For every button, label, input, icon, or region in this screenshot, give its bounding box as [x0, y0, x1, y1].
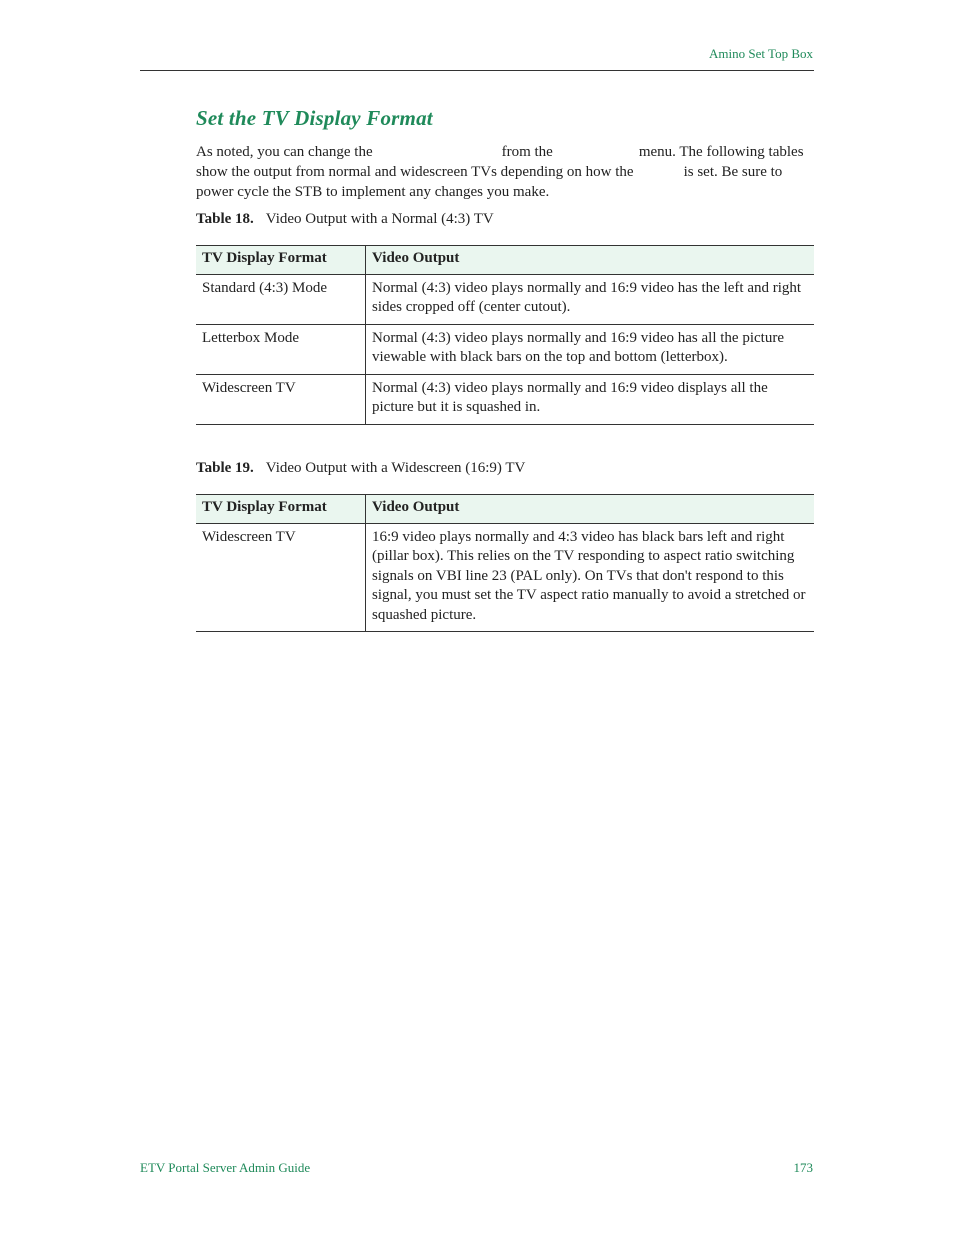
table-header-row	[196, 246, 814, 275]
table-cell: Normal (4:3) video plays normally and 16:9 video has the left and right sides cropped off (center cutout).	[366, 274, 815, 324]
table18-number: Table 18.	[196, 211, 254, 227]
table19-caption	[196, 460, 525, 477]
column-header: TV Display Format	[196, 495, 366, 524]
table-row	[196, 374, 814, 424]
table19-caption-text: Video Output with a Widescreen (16:9) TV	[265, 460, 526, 476]
intro-text-2: from the	[501, 144, 553, 160]
table-row	[196, 523, 814, 632]
table-cell: Normal (4:3) video plays normally and 16:9 video displays all the picture but it is squashed in.	[366, 374, 815, 424]
table-row	[196, 324, 814, 374]
footer-guide-title: ETV Portal Server Admin Guide	[140, 1160, 311, 1175]
intro-text-3: menu. The following tables show the output from normal and widescreen TVs depending on how the	[196, 144, 804, 180]
intro-text-4: is set. Be sure to power cycle the STB to implement any changes you make.	[196, 164, 783, 200]
column-header: TV Display Format	[196, 246, 366, 275]
table-cell: Letterbox Mode	[196, 324, 366, 374]
table19	[196, 494, 814, 632]
table-row	[196, 274, 814, 324]
table-cell: Widescreen TV	[196, 374, 366, 424]
column-header: Video Output	[366, 246, 815, 275]
table18-caption-text: Video Output with a Normal (4:3) TV	[265, 211, 494, 227]
table18-caption	[196, 211, 494, 228]
footer-page-number: 173	[793, 1160, 813, 1175]
table19-number: Table 19.	[196, 460, 254, 476]
table-cell: Normal (4:3) video plays normally and 16:9 video has all the picture viewable with black bars on the top and bottom (letterbox).	[366, 324, 815, 374]
table-cell: Widescreen TV	[196, 523, 366, 632]
table18	[196, 245, 814, 425]
table-cell: Standard (4:3) Mode	[196, 274, 366, 324]
running-header: Amino Set Top Box	[709, 46, 813, 61]
intro-text-1: As noted, you can change the	[196, 144, 373, 160]
section-title: Set the TV Display Format	[196, 106, 433, 130]
table-header-row	[196, 495, 814, 524]
column-header: Video Output	[366, 495, 815, 524]
table-cell: 16:9 video plays normally and 4:3 video has black bars left and right (pillar box). This relies on the TV responding to aspect ratio switching signals on VBI line 23 (PAL only). On TVs that don't respond to this signal, you must set the TV aspect ratio manually to avoid a stretched or squashed picture.	[366, 523, 815, 632]
header-rule	[140, 70, 814, 71]
intro-paragraph	[196, 142, 808, 202]
